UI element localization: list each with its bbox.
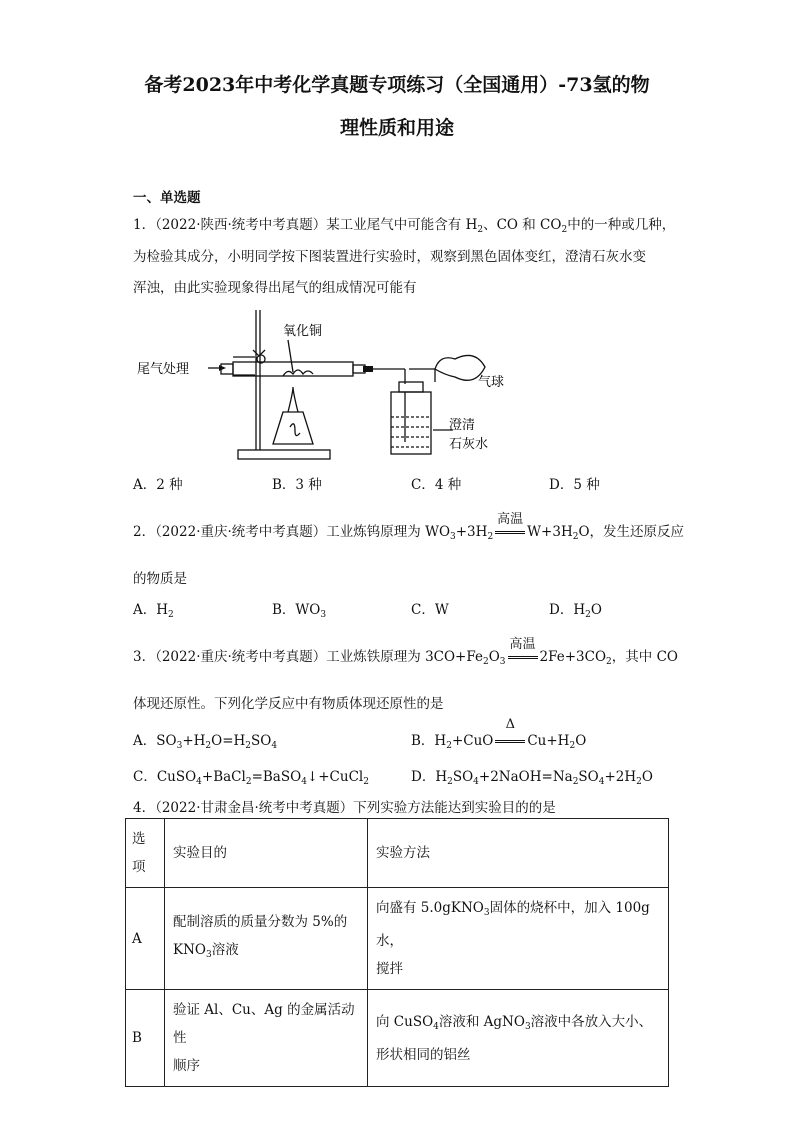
q2-option-d[interactable]: D．$H_2O$ xyxy=(549,602,602,620)
page-title-line2: 理性质和用途 xyxy=(339,117,454,139)
q4-stem: 4．（2022·甘肃金昌·统考中考真题）下列实验方法能达到实验目的的是 xyxy=(133,800,556,816)
q3-option-d[interactable]: D．$H_2SO_4+2NaOH=Na_2SO_4+2H_2O$ xyxy=(411,769,653,787)
q3-line2: 体现还原性。下列化学反应中有物质体现还原性的是 xyxy=(133,696,444,712)
row-method: 向盛有 5.0gKNO$_3$固体的烧杯中，加入 100g 水， 搅拌 xyxy=(368,888,669,990)
q4-table xyxy=(125,818,669,1087)
q3-option-b[interactable]: B．$H_2+CuO$ Δ $Cu+H_2O$ xyxy=(411,717,587,751)
q1-option-c[interactable]: C．4 种 xyxy=(411,477,462,493)
q2-option-c[interactable]: C．W xyxy=(411,602,449,618)
label-copper-oxide: 氧化铜 xyxy=(283,323,323,338)
header-method: 实验方法 xyxy=(368,819,669,888)
q1-line3: 浑浊，由此实验现象得出尾气的组成情况可能有 xyxy=(133,280,417,296)
table-row xyxy=(126,888,669,990)
label-balloon: 气球 xyxy=(478,374,505,389)
header-goal: 实验目的 xyxy=(165,819,368,888)
header-option: 选项 xyxy=(126,819,165,888)
q3-reaction-arrow: 高温 xyxy=(508,647,538,665)
label-gas-inlet: 尾气处理 xyxy=(137,361,190,376)
row-key: A xyxy=(126,888,165,990)
page-title-line1: 备考2023年中考化学真题专项练习（全国通用）-73氢的物 xyxy=(144,74,650,96)
label-limewater-2: 石灰水 xyxy=(449,436,489,451)
q2-line2: 的物质是 xyxy=(133,571,187,587)
q2-option-a[interactable]: A．$H_2$ xyxy=(133,602,174,620)
row-key: B xyxy=(126,990,165,1087)
q2-reaction-arrow: 高温 xyxy=(495,522,525,540)
q2-option-b[interactable]: B．$WO_3$ xyxy=(272,602,327,620)
q1-line2: 为检验其成分，小明同学按下图装置进行实验时，观察到黑色固体变红，澄清石灰水变 xyxy=(133,249,646,265)
q1-apparatus-figure xyxy=(133,302,513,467)
table-header-row xyxy=(126,819,669,888)
section-heading: 一、单选题 xyxy=(133,190,201,206)
row-goal: 配制溶质的质量分数为 5%的 $KNO_3$溶液 xyxy=(165,888,368,990)
q1-option-a[interactable]: A．2 种 xyxy=(133,477,183,493)
q1-line1: 1．（2022·陕西·统考中考真题）某工业尾气中可能含有 $H_2$、CO 和 $CO_2$中的一种或几种， xyxy=(133,217,676,235)
q3-option-c[interactable]: C．CuSO$_4$+BaCl$_2$=BaSO$_4$↓+CuCl$_2$ xyxy=(133,769,369,787)
row-goal: 验证 Al、Cu、Ag 的金属活动性 顺序 xyxy=(165,990,368,1087)
row-method: 向 CuSO$_4$溶液和 AgNO$_3$溶液中各放入大小、 形状相同的铝丝 xyxy=(368,990,669,1087)
q1-option-d[interactable]: D．5 种 xyxy=(549,477,600,493)
label-limewater-1: 澄清 xyxy=(449,417,476,432)
q3-option-a[interactable]: A．$SO_3+H_2O=H_2SO_4$ xyxy=(133,733,278,751)
q3-line1: 3．（2022·重庆·统考中考真题）工业炼铁原理为 $3CO+Fe_2O_3$ 高温 $2Fe+3CO_2$，其中 CO xyxy=(133,637,678,667)
table-row xyxy=(126,990,669,1087)
q1-option-b[interactable]: B．3 种 xyxy=(272,477,322,493)
q2-line1: 2．（2022·重庆·统考中考真题）工业炼钨原理为 $WO_3+3H_2$ 高温 $W+3H_2O$，发生还原反应 xyxy=(133,512,685,542)
